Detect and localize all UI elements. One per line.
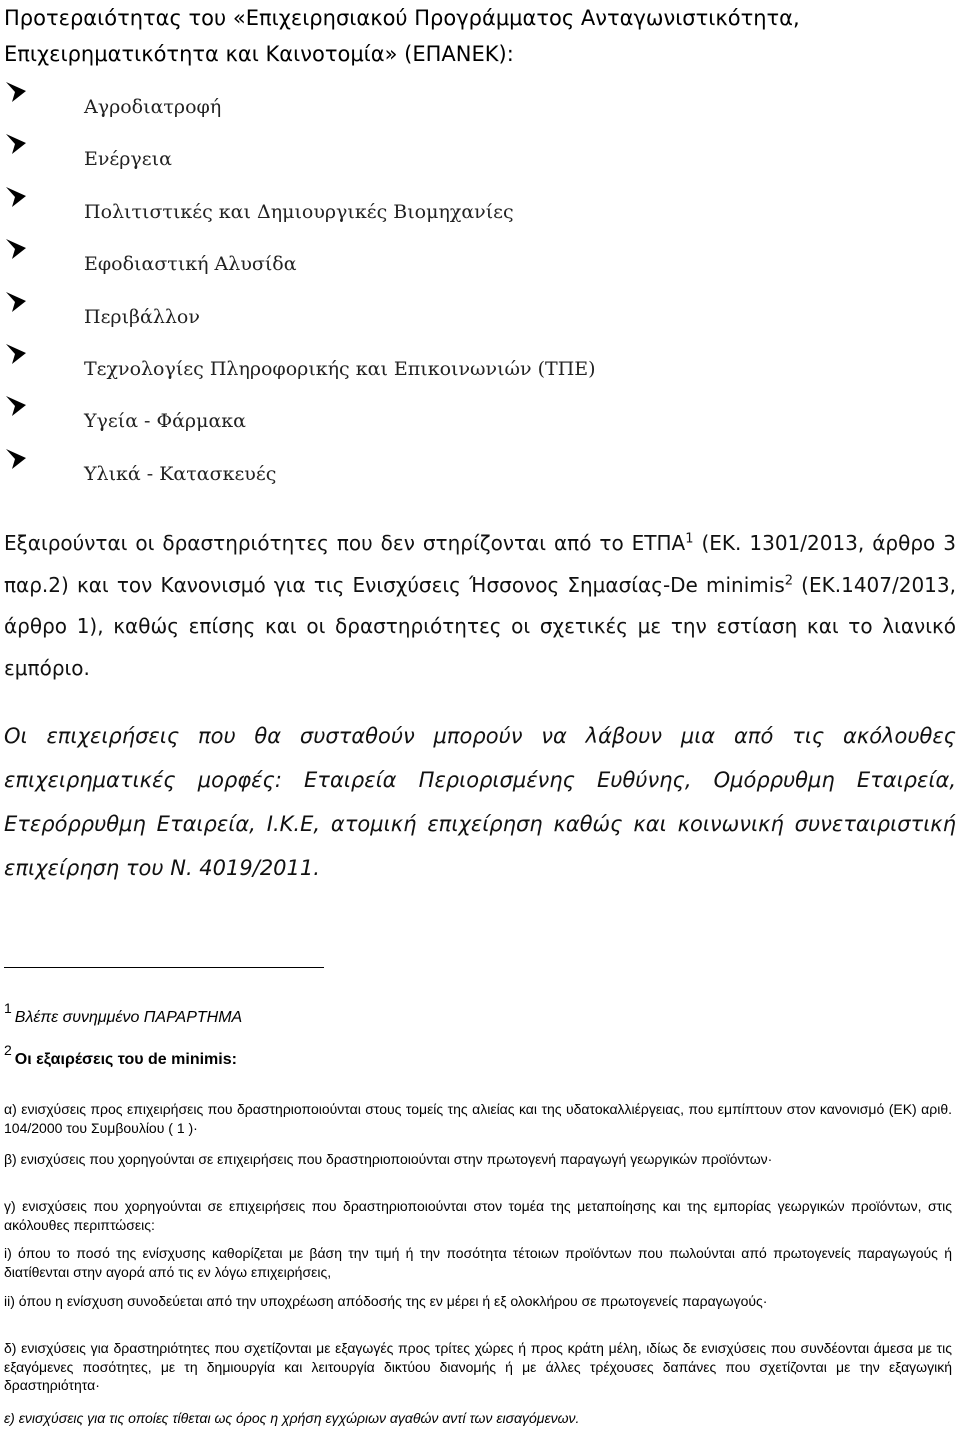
sector-label: Περιβάλλον — [84, 305, 200, 328]
sector-label: Εφοδιαστική Αλυσίδα — [84, 253, 297, 276]
deminimis-item: ii) όπου η ενίσχυση συνοδεύεται από την υποχρέωση απόδοσής της εν μέρει ή εξ ολοκλήρου σε πρωτογενείς παραγωγούς· — [4, 1293, 768, 1309]
footnote-ref-1[interactable]: 1 — [685, 531, 694, 547]
footnote-text: Οι εξαιρέσεις του de minimis: — [14, 1051, 237, 1068]
footnote-1 — [4, 1000, 242, 1027]
sector-label: Πολιτιστικές και Δημιουργικές Βιομηχανίες — [84, 200, 514, 223]
footnote-number: 1 — [4, 1000, 12, 1016]
deminimis-item: α) ενισχύσεις προς επιχειρήσεις που δραστηριοποιούνται στους τομείς της αλιείας και της υδατοκαλλιέργειας, που εμπίπτουν στον κανονισμό (ΕΚ) αριθ. 104/2000 του Συμβουλίου ( 1 )· — [4, 1101, 952, 1136]
sector-label: Αγροδιατροφή — [84, 96, 222, 118]
list-item — [0, 342, 900, 394]
deminimis-item: β) ενισχύσεις που χορηγούνται σε επιχειρήσεις που δραστηριοποιούνται στην πρωτογενή παραγωγή γεωργικών προϊόντων· — [4, 1151, 773, 1167]
sector-label: Υλικά - Κατασκευές — [84, 462, 277, 485]
footnote-separator — [4, 967, 324, 968]
sector-label: Ενέργεια — [84, 148, 172, 171]
footnote-ref-2[interactable]: 2 — [784, 572, 794, 588]
exclusions-text: Εξαιρούνται οι δραστηριότητες που δεν στηρίζονται από το ΕΤΠΑ — [4, 531, 686, 555]
deminimis-item: δ) ενισχύσεις για δραστηριότητες που σχετίζονται με εξαγωγές προς τρίτες χώρες ή προς κράτη μέλη, ιδίως δε ενισχύσεις που συνδέονται άμεσα με τις εξαγόμενες ποσότητες, με τη δημιουργία και λειτουργία δικτύου διανομής ή με άλλες τρέχουσες δαπάνες που σχετίζονται με την εξαγωγική δραστηριότητα· — [4, 1340, 952, 1393]
footnote-text: Βλέπε συνημμένο ΠΑΡΑΡΤΗΜΑ — [14, 1009, 243, 1026]
deminimis-item: i) όπου το ποσό της ενίσχυσης καθορίζεται με βάση την τιμή ή την ποσότητα τέτοιων προϊόντων που πωλούνται από πρωτογενείς παραγωγούς ή διατίθενται στην αγορά από τις εν λόγω επιχειρήσεις, — [4, 1245, 952, 1280]
footnote-number: 2 — [4, 1042, 12, 1058]
arrowhead-bullet-icon — [4, 237, 28, 261]
deminimis-item: ε) ενισχύσεις για τις οποίες τίθεται ως όρος η χρήση εγχώριων αγαθών αντί των εισαγόμενων. — [4, 1410, 580, 1426]
intro-line: Επιχειρηματικότητα και Καινοτομία» (ΕΠΑΝΕΚ): — [4, 42, 514, 66]
arrowhead-bullet-icon — [4, 132, 28, 156]
list-item — [0, 237, 900, 289]
arrowhead-bullet-icon — [4, 447, 28, 471]
exclusions-text: (ΕΚ. 1301/2013, άρθρο 3 παρ.2) και τον Κανονισμό για τις Ενισχύσεις Ήσσονος Σημασίας-De minimis — [4, 531, 956, 597]
list-item — [0, 447, 900, 499]
list-item — [0, 80, 900, 132]
arrowhead-bullet-icon — [4, 185, 28, 209]
legal-forms-paragraph: Οι επιχειρήσεις που θα συσταθούν μπορούν να λάβουν μια από τις ακόλουθες επιχειρηματικές μορφές: Εταιρεία Περιορισμένης Ευθύνης, Ομόρρυθμη Εταιρεία, Ετερόρρυθμη Εταιρεία, Ι.Κ.Ε, ατομική επιχείρηση καθώς και κοινωνική συνεταιριστική επιχείρηση του Ν. 4019/2011. — [4, 724, 956, 880]
sector-label: Υγεία - Φάρμακα — [84, 410, 246, 433]
arrowhead-bullet-icon — [4, 342, 28, 366]
exclusions-paragraph — [4, 523, 956, 689]
arrowhead-bullet-icon — [4, 290, 28, 314]
footnote-2 — [4, 1042, 237, 1069]
list-item — [0, 394, 900, 446]
list-item — [0, 185, 900, 237]
sector-list — [0, 80, 900, 499]
arrowhead-bullet-icon — [4, 394, 28, 418]
sector-label: Τεχνολογίες Πληροφορικής και Επικοινωνιών (ΤΠΕ) — [84, 357, 596, 380]
list-item — [0, 290, 900, 342]
arrowhead-bullet-icon — [4, 80, 28, 104]
intro-heading — [4, 0, 956, 72]
deminimis-item: γ) ενισχύσεις που χορηγούνται σε επιχειρήσεις που δραστηριοποιούνται στον τομέα της μεταποίησης και της εμπορίας γεωργικών προϊόντων, στις ακόλουθες περιπτώσεις: — [4, 1198, 952, 1233]
intro-line: Προτεραιότητας του «Επιχειρησιακού Προγράμματος Ανταγωνιστικότητα, — [4, 6, 800, 30]
list-item — [0, 132, 900, 184]
exclusions-text: (ΕΚ.1407/2013, άρθρο 1), καθώς επίσης και οι δραστηριότητες οι σχετικές με την εστίαση και το λιανικό εμπόριο. — [4, 572, 956, 680]
